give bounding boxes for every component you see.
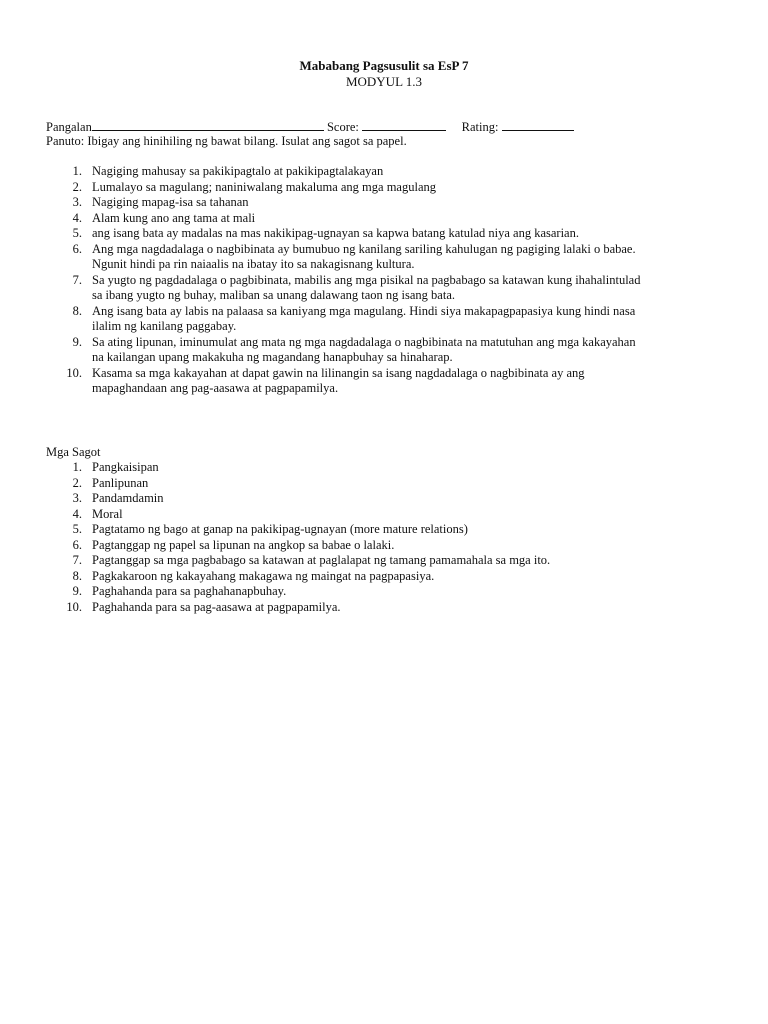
question-item: [0, 226, 716, 242]
answer-item: [0, 538, 716, 554]
answer-item: [0, 491, 716, 507]
question-text-line: sa ibang yugto ng buhay, maliban sa unang dalawang taon ng isang bata.: [92, 288, 455, 302]
question-item: [0, 273, 716, 304]
answer-text: Pagtanggap sa mga pagbabago sa katawan at paglalapat ng tamang pamamahala sa mga ito.: [92, 553, 551, 567]
answer-text: Pagtanggap ng papel sa lipunan na angkop sa babae o lalaki.: [92, 537, 395, 552]
answer-item: [0, 522, 716, 538]
name-label: Pangalan: [46, 120, 92, 134]
answer-number: 6.: [72, 537, 82, 552]
answer-item: [0, 569, 716, 585]
answer-number: 9.: [72, 584, 82, 598]
question-item: [0, 366, 716, 397]
question-text-line: Lumalayo sa magulang; naniniwalang makaluma ang mga magulang: [92, 179, 436, 194]
question-text-line: ang isang bata ay madalas na mas nakikipag-ugnayan sa kapwa batang katulad niya ang kasarian.: [92, 226, 579, 240]
answer-item: [0, 553, 716, 569]
answer-number: 2.: [72, 475, 82, 490]
instructions: [46, 134, 407, 150]
question-text-line: Ang isang bata ay labis na palaasa sa kaniyang mga magulang. Hindi siya makapagpapasiya kung hindi nasa: [92, 303, 636, 318]
answer-item: [0, 476, 716, 492]
question-text-line: Sa ating lipunan, iminumulat ang mata ng mga nagdadalaga o nagbibinata na matutuhan ang mga kakayahan: [92, 334, 636, 349]
answer-number: 5.: [72, 522, 82, 536]
module-subtitle: MODYUL 1.3: [345, 74, 423, 89]
answer-number: 8.: [72, 568, 82, 583]
answer-number: 10.: [66, 599, 82, 614]
answers-heading: Mga Sagot: [46, 445, 101, 459]
question-text-line: mapaghandaan ang pag-aasawa at pagpapamilya.: [92, 381, 339, 395]
question-number: 5.: [72, 226, 82, 240]
question-item: [0, 164, 716, 180]
question-text-line: Alam kung ano ang tama at mali: [92, 210, 256, 225]
question-text-line: na kailangan upang makakuha ng magandang hanapbuhay sa hinaharap.: [92, 350, 453, 364]
question-item: [0, 304, 716, 335]
question-text-line: Ngunit hindi pa rin naiaalis na ibatay ito sa nakagisnang kultura.: [92, 257, 415, 271]
answer-text: Paghahanda para sa paghahanapbuhay.: [92, 584, 287, 598]
question-text-line: Nagiging mahusay sa pakikipagtalo at pakikipagtalakayan: [92, 164, 384, 178]
answer-item: [0, 507, 716, 523]
instructions-text: Ibigay ang hinihiling ng bawat bilang. Isulat ang sagot sa papel.: [87, 134, 407, 148]
answer-text: Pandamdamin: [92, 491, 164, 505]
question-text-line: ilalim ng kanilang paggabay.: [92, 319, 237, 333]
question-number: 9.: [72, 334, 82, 349]
question-item: [0, 211, 716, 227]
question-number: 3.: [72, 195, 82, 209]
question-list: [0, 164, 768, 397]
question-text-line: Nagiging mapag-isa sa tahanan: [92, 195, 249, 209]
question-number: 6.: [72, 241, 82, 256]
answer-item: [0, 600, 716, 616]
answer-number: 4.: [72, 506, 82, 521]
question-item: [0, 335, 716, 366]
score-label: Score:: [326, 120, 359, 134]
question-number: 1.: [72, 164, 82, 178]
page-title: Mababang Pagsusulit sa EsP 7: [299, 58, 469, 73]
instructions-label: Panuto:: [46, 134, 85, 148]
answer-item: [0, 460, 716, 476]
answer-number: 3.: [72, 491, 82, 505]
answer-text: Moral: [92, 506, 123, 521]
rating-label: Rating:: [461, 120, 499, 134]
question-text-line: Ang mga nagdadalaga o nagbibinata ay bumubuo ng kanilang sariling kahulugan ng pagiging lalaki o babae.: [92, 241, 636, 256]
answer-text: Pangkaisipan: [92, 460, 159, 474]
question-item: [0, 242, 716, 273]
question-item: [0, 195, 716, 211]
question-number: 8.: [72, 303, 82, 318]
answer-text: Pagkakaroon ng kakayahang makagawa ng maingat na pagpapasiya.: [92, 568, 435, 583]
rating-blank: [502, 119, 574, 131]
answer-text: Paghahanda para sa pag-aasawa at pagpapamilya.: [92, 599, 341, 614]
answer-number: 7.: [72, 553, 82, 567]
question-number: 4.: [72, 210, 82, 225]
question-text-line: Sa yugto ng pagdadalaga o pagbibinata, mabilis ang mga pisikal na pagbabago sa katawan kung ihahalintulad: [92, 272, 641, 287]
question-item: [0, 180, 716, 196]
question-text-line: Kasama sa mga kakayahan at dapat gawin na lilinangin sa isang nagdadalaga o nagbibinata ay ang: [92, 365, 585, 380]
question-number: 2.: [72, 179, 82, 194]
answer-item: [0, 584, 716, 600]
answer-text: Pagtatamo ng bago at ganap na pakikipag-ugnayan (more mature relations): [92, 522, 468, 536]
score-blank: [362, 119, 446, 131]
name-blank: [92, 119, 324, 131]
question-number: 7.: [72, 272, 82, 287]
answer-list: [0, 460, 768, 615]
answer-number: 1.: [72, 460, 82, 474]
question-number: 10.: [66, 365, 82, 380]
answer-text: Panlipunan: [92, 475, 149, 490]
